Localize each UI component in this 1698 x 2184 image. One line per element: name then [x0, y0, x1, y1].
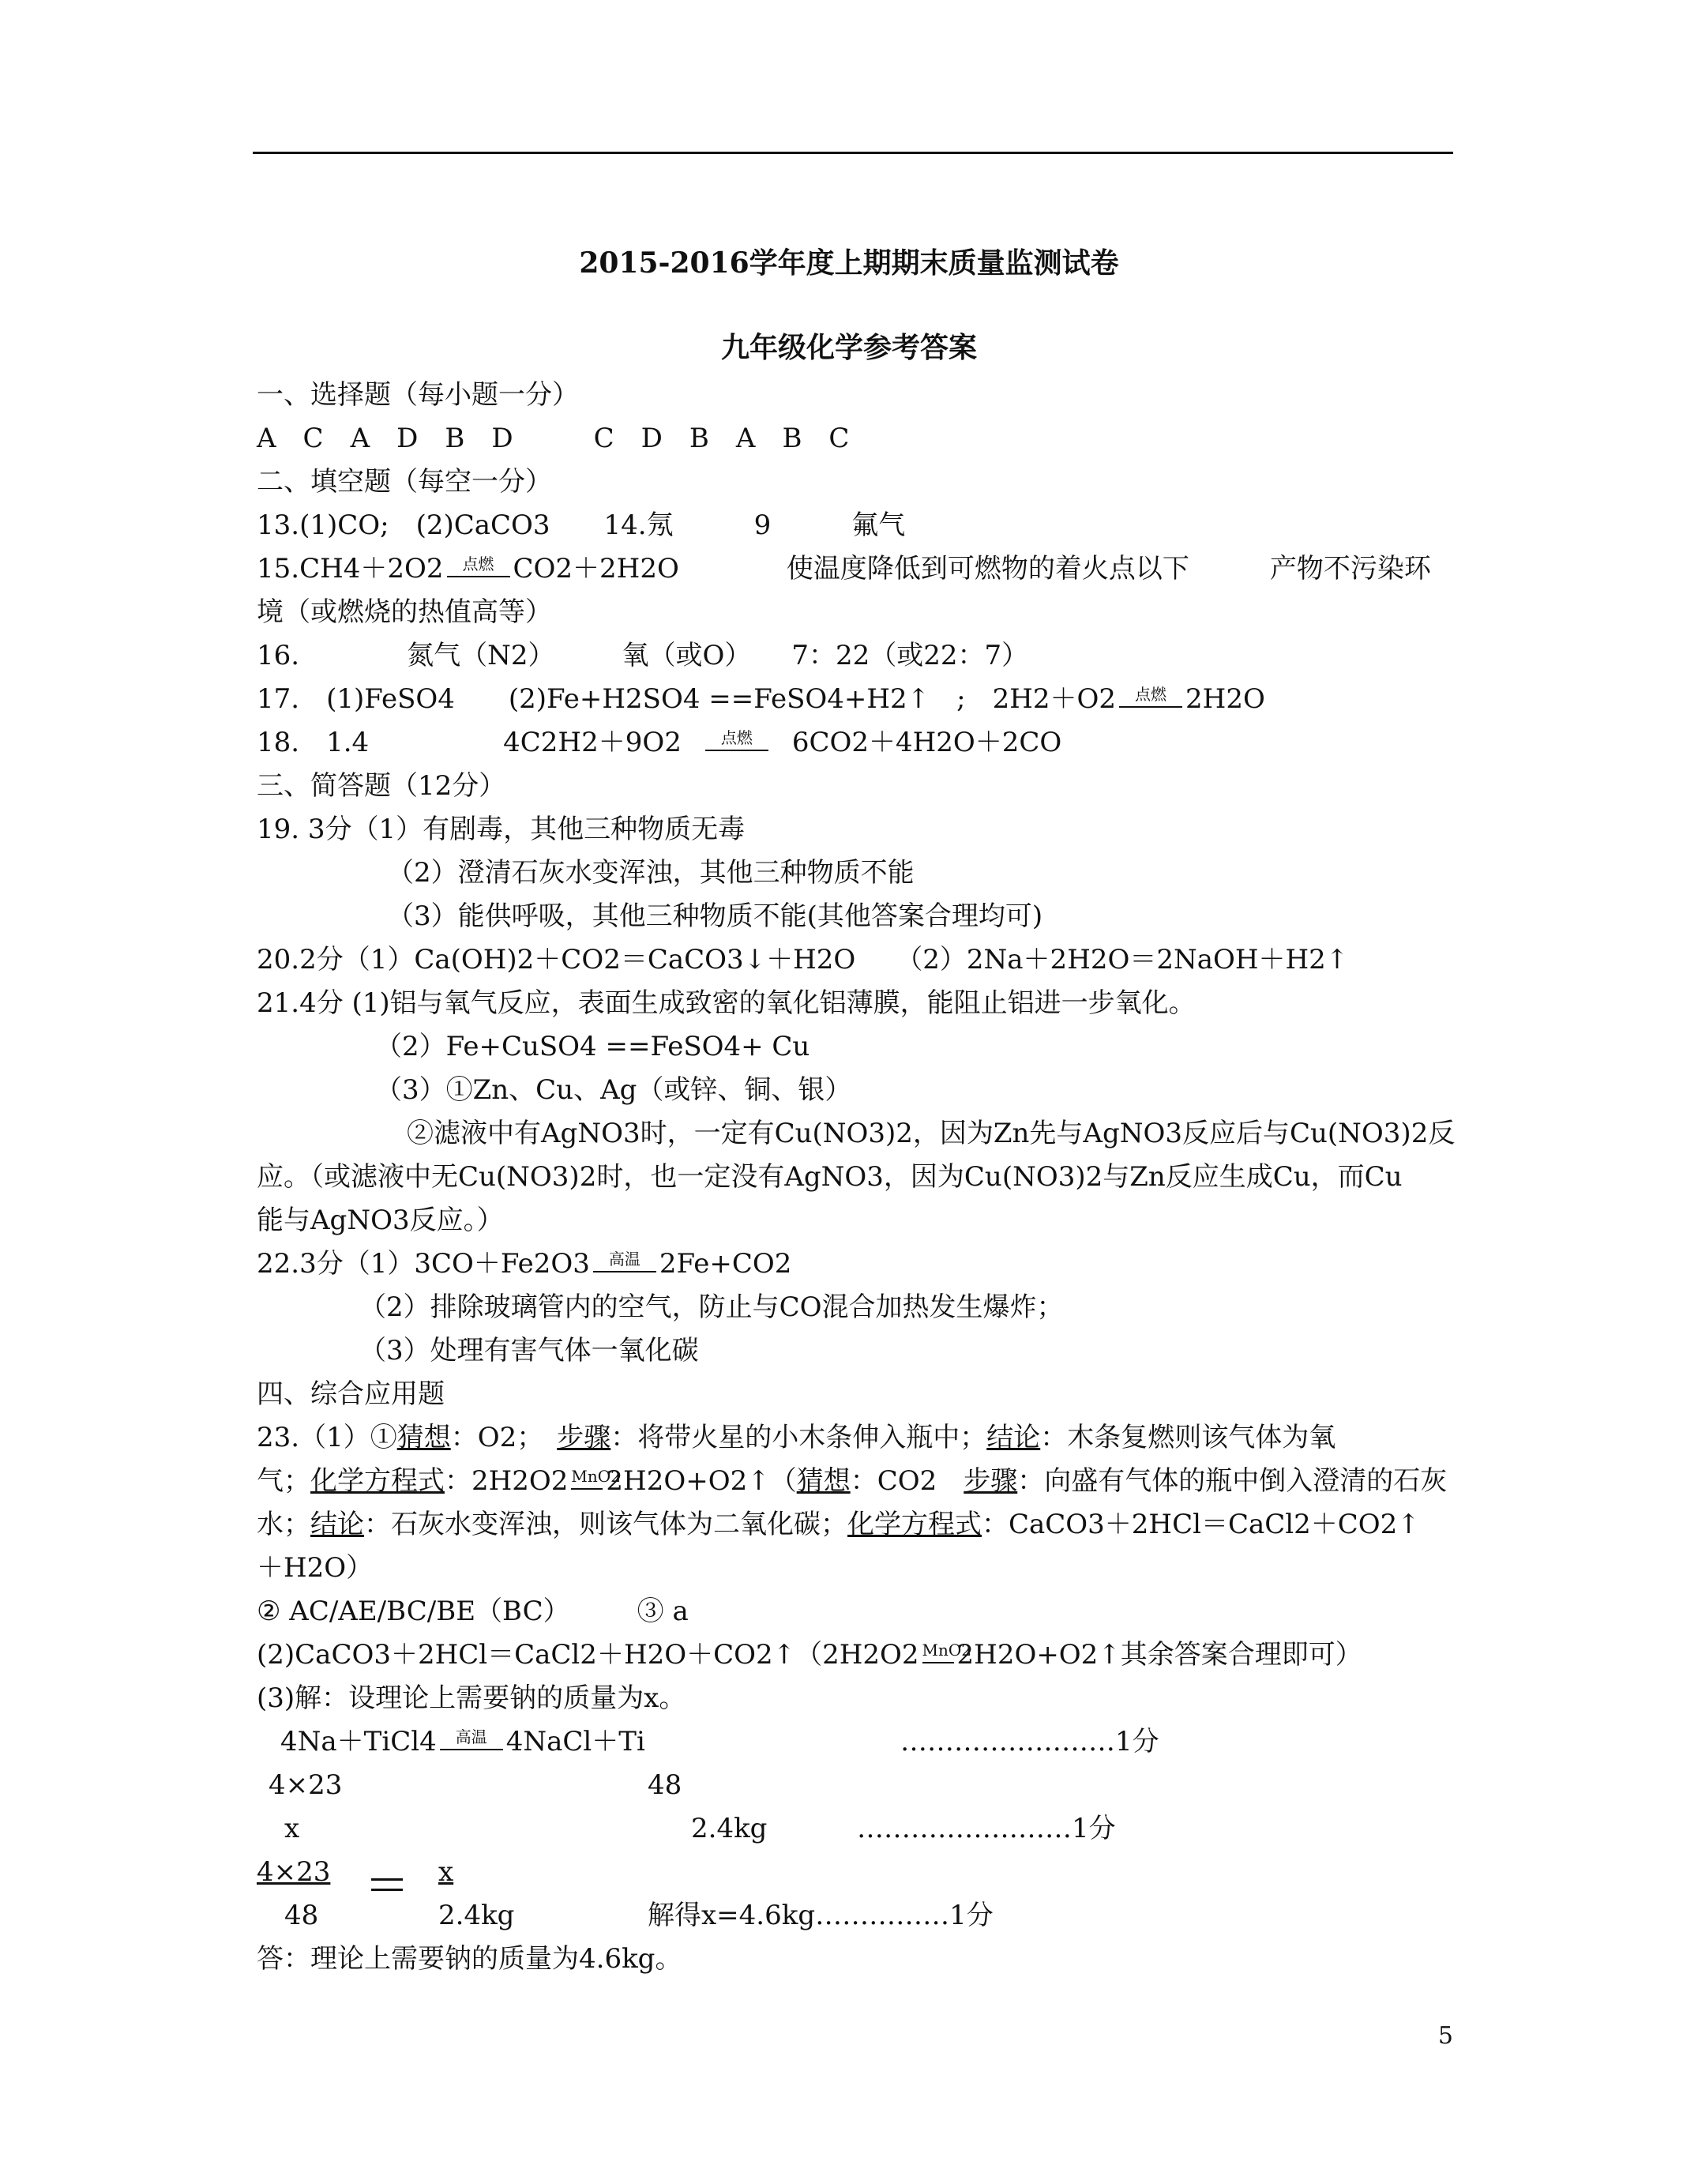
- fraction-denominator-1: 48: [284, 1900, 319, 1931]
- answer-15-line2: 境（或燃烧的热值高等）: [257, 596, 552, 628]
- answer-20: 20.2分（1）Ca(OH)2＋CO2＝CaCO3↓＋H2O （2）2Na＋2H2O＝2NaOH＋H2↑: [257, 944, 1349, 975]
- answer-13-14: 13.(1)CO; (2)CaCO3 14.氖 9 氟气: [257, 509, 906, 541]
- answer-22-reactants: 22.3分（1）3CO＋Fe2O3: [257, 1248, 590, 1280]
- answer-16: 16. 氮气（N2） 氧（或O） 7：22（或22：7）: [257, 640, 1029, 671]
- section-heading-short: 三、简答题（12分）: [257, 770, 506, 802]
- condition-mno2: MnO2: [922, 1645, 954, 1663]
- label-equation: 化学方程式: [310, 1465, 445, 1497]
- text: (2)CaCO3＋2HCl＝CaCl2＋H2O＋CO2↑（2H2O2: [257, 1639, 919, 1671]
- condition-high-temp: 高温: [593, 1254, 656, 1272]
- section-heading-choice: 一、选择题（每小题一分）: [257, 379, 579, 411]
- answer-23-line6: [257, 1635, 1362, 1675]
- label-conclusion: 结论: [986, 1422, 1041, 1453]
- answer-21-line6: 能与AgNO3反应。）: [257, 1205, 504, 1236]
- page-number: 5: [1437, 2022, 1453, 2050]
- equation-value: ：CaCO3＋2HCl＝CaCl2＋CO2↑: [982, 1509, 1420, 1540]
- answer-18-text: 18. 1.4 4C2H2＋9O2: [257, 727, 682, 758]
- text: 气；: [257, 1465, 310, 1497]
- fraction-numerator-2: x: [438, 1856, 454, 1888]
- calc-equation: [280, 1722, 645, 1761]
- answer-22-line1: [257, 1244, 791, 1284]
- label-step: 步骤: [557, 1422, 611, 1453]
- condition-ignite: 点燃: [705, 732, 768, 751]
- answer-23-line7: (3)解：设理论上需要钠的质量为x。: [257, 1682, 686, 1714]
- step-value: ：将带火星的小木条伸入瓶中；: [610, 1422, 987, 1453]
- section-heading-comprehensive: 四、综合应用题: [257, 1378, 445, 1410]
- equation-15-products: CO2＋2H2O 使温度降低到可燃物的着火点以下 产物不污染环: [513, 553, 1431, 585]
- calc-molar-na: 4×23: [269, 1769, 343, 1801]
- answer-17-product: 2H2O: [1185, 683, 1265, 715]
- condition-ignite: 点燃: [1119, 689, 1182, 708]
- text: 2H2O+O2↑其余答案合理即可）: [956, 1639, 1362, 1671]
- calc-given: 2.4kg: [691, 1813, 768, 1844]
- equation-product: 2H2O+O2↑（: [606, 1465, 797, 1497]
- conclusion-value: ：木条复燃则该气体为氧: [1040, 1422, 1336, 1453]
- calc-score-1: ……………………1分: [900, 1726, 1159, 1757]
- answer-22-products: 2Fe+CO2: [659, 1248, 792, 1280]
- answer-23-number: 23.（1）①: [257, 1422, 397, 1453]
- equation-15-reactants: 15.CH4＋2O2: [257, 553, 444, 585]
- answer-22-line2: （2）排除玻璃管内的空气，防止与CO混合加热发生爆炸；: [359, 1291, 1064, 1323]
- answer-19-line1: 19. 3分（1）有剧毒，其他三种物质无毒: [257, 814, 746, 845]
- final-answer: 答：理论上需要钠的质量为4.6kg。: [257, 1943, 682, 1975]
- equation-reactant: ：2H2O2: [445, 1465, 569, 1497]
- calc-unknown: x: [284, 1813, 300, 1844]
- label-conclusion: 结论: [310, 1509, 364, 1540]
- fraction-numerator-1: 4×23: [257, 1856, 331, 1888]
- fraction-denominator-2: 2.4kg: [438, 1900, 515, 1931]
- guess-value: ：O2；: [450, 1422, 558, 1453]
- label-guess: 猜想: [396, 1422, 451, 1453]
- answer-17: [257, 679, 1265, 719]
- condition-high-temp: 高温: [440, 1731, 503, 1750]
- calc-reactants: 4Na＋TiCl4: [280, 1726, 437, 1757]
- condition-ignite: 点燃: [447, 558, 510, 577]
- answer-21-line3: （3）①Zn、Cu、Ag（或锌、铜、银）: [375, 1074, 852, 1106]
- calc-score-2: ……………………1分: [857, 1813, 1116, 1844]
- answer-19-line2: （2）澄清石灰水变浑浊，其他三种物质不能: [387, 857, 915, 889]
- answer-18: [257, 723, 1061, 762]
- answer-23-line2: [257, 1461, 1447, 1501]
- choice-answers: A C A D B D C D B A B C: [257, 423, 850, 454]
- label-guess: 猜想: [796, 1465, 851, 1497]
- calc-products: 4NaCl＋Ti: [505, 1726, 645, 1757]
- page-title: 2015-2016学年度上期期末质量监测试卷: [579, 246, 1119, 280]
- label-equation: 化学方程式: [847, 1509, 982, 1540]
- step-value: ：向盛有气体的瓶中倒入澄清的石灰: [1017, 1465, 1448, 1497]
- answer-15-line1: [257, 549, 1431, 588]
- condition-mno2: MnO2: [571, 1471, 603, 1490]
- answer-21-line4: ②滤液中有AgNO3时，一定有Cu(NO3)2，因为Zn先与AgNO3反应后与Cu(NO3)2反: [407, 1118, 1456, 1149]
- answer-21-line5: 应。（或滤液中无Cu(NO3)2时，也一定没有AgNO3，因为Cu(NO3)2与Zn反应生成Cu，而Cu: [257, 1161, 1403, 1193]
- answer-21-line2: （2）Fe+CuSO4 ==FeSO4+ Cu: [375, 1031, 810, 1062]
- answer-17-text: 17. (1)FeSO4 (2)Fe+H2SO4 ==FeSO4+H2↑ ; 2H2＋O2: [257, 683, 1117, 715]
- answer-19-line3: （3）能供呼吸，其他三种物质不能(其他答案合理均可): [387, 900, 1043, 932]
- text: 水；: [257, 1509, 310, 1540]
- calc-molar-ti: 48: [648, 1769, 682, 1801]
- answer-18-product: 6CO2＋4H2O＋2CO: [791, 727, 1062, 758]
- answer-23-line3: [257, 1505, 1420, 1544]
- label-step: 步骤: [964, 1465, 1018, 1497]
- answer-23-line5: ② AC/AE/BC/BE（BC） ③ a: [257, 1596, 689, 1627]
- header-rule: [253, 152, 1453, 154]
- guess-value: ：CO2: [850, 1465, 964, 1497]
- page-subtitle: 九年级化学参考答案: [720, 331, 977, 364]
- answer-23-line4: ＋H2O）: [257, 1552, 374, 1584]
- answer-21-line1: 21.4分 (1)铝与氧气反应，表面生成致密的氧化铝薄膜，能阻止铝进一步氧化。: [257, 987, 1196, 1019]
- answer-23-line1: [257, 1418, 1335, 1457]
- section-heading-fill: 二、填空题（每空一分）: [257, 466, 552, 498]
- answer-22-line3: （3）处理有害气体一氧化碳: [359, 1335, 699, 1366]
- calc-solution: 解得x=4.6kg……………1分: [648, 1900, 994, 1931]
- conclusion-value: ：石灰水变浑浊，则该气体为二氧化碳；: [364, 1509, 847, 1540]
- equals-sign: [371, 1878, 403, 1891]
